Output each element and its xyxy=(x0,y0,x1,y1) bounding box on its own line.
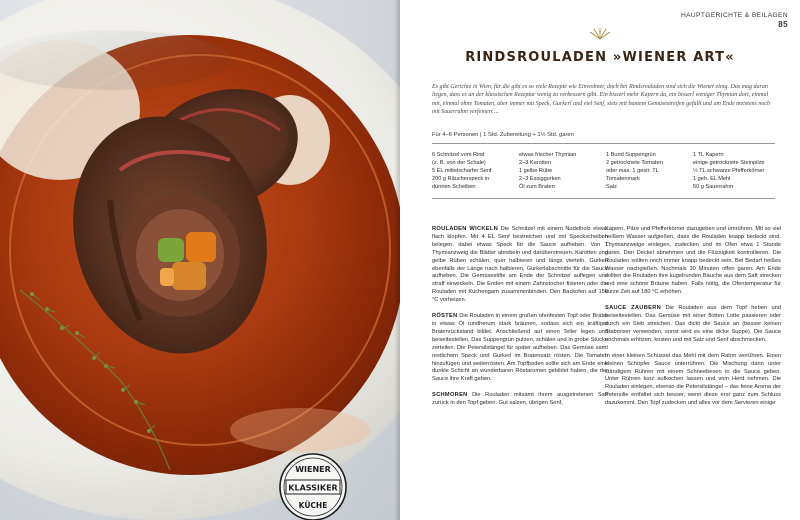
ingredient: 2–3 Karotten xyxy=(519,160,552,166)
carrot xyxy=(186,232,216,262)
ingredient: 1 TL Kapern xyxy=(693,152,724,158)
badge-line1: WIENER xyxy=(295,465,331,474)
step-paragraph xyxy=(432,313,608,384)
ingredient: dünnen Scheiben xyxy=(432,184,476,190)
ingredient: Salz xyxy=(606,184,617,190)
ingredient: etwas frischer Thymian xyxy=(519,152,577,158)
servings-info: Für 4–6 Personen | 1 Std. Zubereitung + 1½ Std. garen xyxy=(432,132,574,138)
ingredient: 6 Schnitzel vom Rind xyxy=(432,152,485,158)
step-paragraph xyxy=(432,226,608,305)
ingredients-col-2 xyxy=(519,151,576,191)
recipe-page xyxy=(400,0,800,520)
ingredient: 1 gelbe Rübe xyxy=(519,168,553,174)
step-heading: ROULADEN WICKELN xyxy=(432,226,499,232)
pickle xyxy=(158,238,184,262)
step-paragraph xyxy=(605,353,781,408)
ingredient: 50 g Sauerrahm xyxy=(693,184,734,190)
ingredient: 1 Bund Suppengrün xyxy=(606,152,656,158)
step-paragraph xyxy=(605,226,781,297)
ingredient: 2 getrocknete Tomaten xyxy=(606,160,663,166)
ingredient: Öl zum Braten xyxy=(519,184,555,190)
instructions-column-right xyxy=(605,226,781,416)
instructions-column-left xyxy=(432,226,608,416)
ingredient: (z. B. von der Schale) xyxy=(432,160,486,166)
recipe-title: RINDSROULADEN »WIENER ART« xyxy=(465,50,735,65)
title-ornament-icon xyxy=(588,26,612,40)
step-text: Kapern, Pilze und Pfefferkörner dazugeben und umrühren. Mit so viel heißem Wasser aufgießen, dass die Rouladen knapp bedeckt sind. Thymianzweige einlegen, zudecken und im Ofen etwa 1 Stunde garen. Den Deckel abnehmen und die Flüssigkeit kontrollieren. Die Rouladen sollten noch immer knapp bedeckt sein. Bei Bedarf heißes Wasser nachgießen. Nochmals 30 Minuten offen garen. Am Ende sollten die Rouladen ihre kugelrunden Bäuche aus dem Saft strecken und eine schöne Bräune haben. Falls nötig, die Ofentemperatur für kurze Zeit auf 180 °C erhöhen. xyxy=(605,226,781,296)
step-text: Die Schnitzel mit einem Nudelholz etwas flach klopfen. Mit 4 EL Senf bestreichen und mit Speckscheiben belegen, dabei etwas Speck für die Sauce aufheben. Von 1 Thymianzweig die Blätter abrebeln und darüberstreuen. Karotten und gelbe Rüben schälen, quer halbieren und längs vierteln. Gurkerl ebenfalls der Länge nach halbieren, Gurkerlabschnitte für die Sauce aufheben. Die Gemüsestifte am Ende der Schnitzel auflegen und straff einwickeln. Die Enden mit einem Zahnstocher fixieren oder die Rouladen mit Küchengarn zusammenbinden. Den Backofen auf 150 °C vorheizen. xyxy=(432,226,608,304)
ingredient: ½ TL schwarze Pfefferkörner xyxy=(693,168,765,174)
ingredients-rule-bottom xyxy=(432,198,775,199)
step-heading: RÖSTEN xyxy=(432,313,458,320)
step-paragraph xyxy=(605,305,781,345)
ingredients-col-1 xyxy=(432,151,492,191)
wiener-kueche-badge xyxy=(278,452,348,520)
ingredients-col-3 xyxy=(606,151,663,191)
ingredients-col-4 xyxy=(693,151,765,191)
ingredient: 2–3 Essiggurken xyxy=(519,176,561,182)
badge-line3: KÜCHE xyxy=(298,501,328,510)
recipe-intro: Es gibt Gerichte in Wien, für die gibt es so viele Rezepte wie Einwohner, doch bei Rindsrouladen sind sich die Wiener einig. Das mag daran liegen, dass es an der klassischen Rezeptur wenig zu verbessern gibt. Ein bisserl mehr Kapern da, ein bisserl weniger Thymian dort, einmal mit, einmal ohne Tomaten, aber immer mit Speck, Gurkerl und viel Senf, stets mit buntem Gemüsestreifen gefüllt und am Ende meistens noch mit Sauerrahm verfeinert ... xyxy=(432,84,770,116)
ingredient: 200 g Räucherspeck in xyxy=(432,176,490,182)
running-head xyxy=(681,12,788,29)
ingredient: Tomatenmark xyxy=(606,176,640,182)
step-paragraph xyxy=(432,392,608,408)
step-text: Die Rouladen aus dem Topf heben und beiseitestellen. Das Gemüse mit einer flotten Lotte passieren oder durch ein Sieb streichen. Das dickt die Sauce an (besser keinen Stabmixer verwenden, sonst wird es eine dicke Suppe). Die Sauce nochmals erhitzen, kosten und mit Salz und Senf abschmecken. xyxy=(605,305,781,343)
step-heading: SAUCE ZAUBERN xyxy=(605,305,662,312)
step-heading: SCHMOREN xyxy=(432,392,468,399)
ingredient: einige getrocknete Steinpilze xyxy=(693,160,765,166)
section-name: HAUPTGERICHTE & BEILAGEN xyxy=(680,12,788,19)
ingredient: 1 geh. EL Mehl xyxy=(693,176,731,182)
ingredients-rule-top xyxy=(432,143,775,144)
badge-line2: KLASSIKER xyxy=(288,483,338,493)
step-text: Die Rouladen mitsamt ihrem ausgetretenen Saft zurück in den Topf geben. Gut salzen, übrigen Senf, xyxy=(432,392,608,407)
page-number: 85 xyxy=(778,20,788,29)
ingredient: oder max. 1 gestr. TL xyxy=(606,168,659,174)
step-text: In einer kleinen Schüssel das Mehl mit dem Rahm verrühren. Einen kleinen Schöpfer Sauce unterrühren. Die Mischung dann unter ständigem Rühren mit einem Schneebesen in die Sauce geben. Unter Rühren kurz aufkochen lassen und vom Herd nehmen. Die Rouladen einlegen, ebenso die Petersilstängel – das feine Aroma der Petersilie entfaltet sich besser, wenn diese erst ganz zum Schluss dazukommt. Den Topf zudecken und alles vor dem Servieren einige xyxy=(605,352,781,407)
ingredient: 5 EL mittelscharfer Senf xyxy=(432,168,492,174)
step-text: Die Rouladen in einem großen ofenfesten Topf oder Bräter in etwas Öl rundherum stark bräunen, sodass sich ein kräftiger Bratenrückstand bildet. Anschließend auf einen Teller legen und beiseitestellen. Das Suppengrün putzen, schälen und in grobe Stücke zerteilen. Die Petersilstängel für später aufheben. Das Gemüse samt restlichem Speck und Gurkerl im Bratensatz rösten. Die Tomaten hinzufügen und weiterrösten. Am Topfboden sollte sich am Ende eine dunkle Schicht an wunderbaren Röstaromen gebildet haben, die der Sauce ihre Kraft geben. xyxy=(432,313,608,383)
